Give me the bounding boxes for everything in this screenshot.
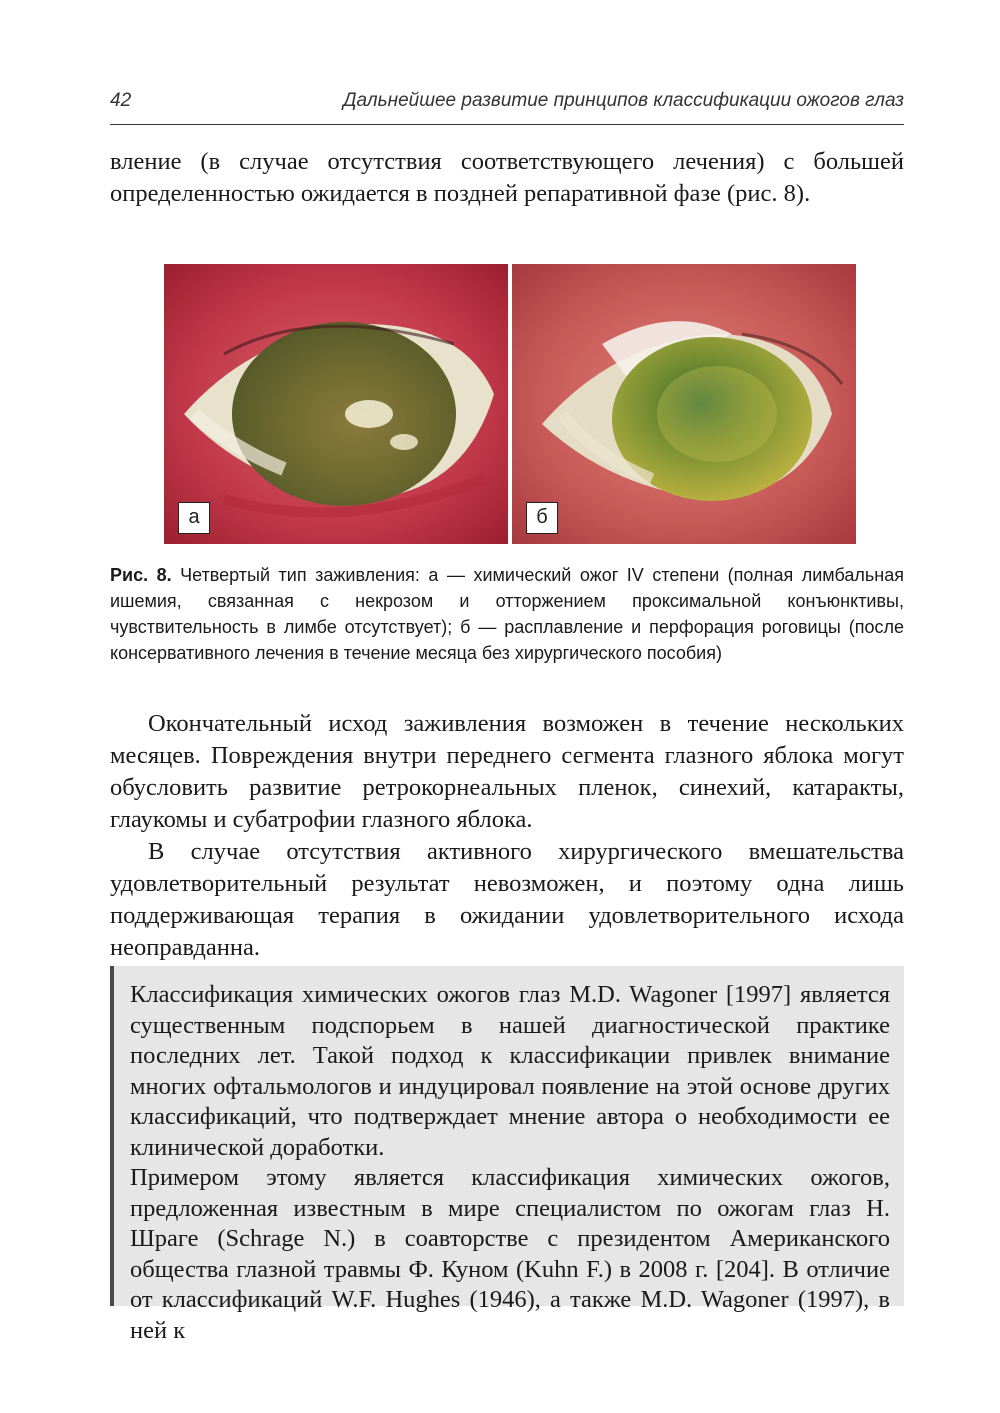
caption-text: Четвертый тип заживления: а — химический ожог IV степени (полная лимбальная ишемия, связанная с некрозом и отторжением проксимальной конъюнктивы, чувствительность в лимбе отсутствует); б — расплавление и перфорация роговицы (после консервативного лечения в течение месяца без хирургического пособия) [110, 565, 904, 663]
boxed-paragraph-2: Примером этому является классификация химических ожогов, предложенная известным в мире специалистом по ожогам глаз Н. Шраге (Schrage N.) в соавторстве с президентом Американского общества глазной травмы Ф. Куном (Kuhn F.) в 2008 г. [204]. В отличие от классификаций W.F. Hughes (1946), а также M.D. Wagoner (1997), в ней к [130, 1164, 890, 1344]
eye-burn-image-b [512, 264, 856, 544]
caption-label: Рис. 8. [110, 565, 172, 585]
page-header [110, 88, 904, 125]
panel-label-a: а [178, 502, 210, 534]
paragraph-continuation: вление (в случае отсутствия соответствующего лечения) с большей определенностью ожидается в поздней репаративной фазе (рис. 8). [110, 148, 904, 207]
paragraph-surgery: В случае отсутствия активного хирургического вмешательства удовлетворительный результат невозможен, и поэтому одна лишь поддерживающая терапия в ожидании удовлетворительного исхода неоправданна. [110, 838, 904, 961]
paragraph-healing-outcome: Окончательный исход заживления возможен в течение нескольких месяцев. Повреждения внутри переднего сегмента глазного яблока могут обусловить развитие ретрокорнеальных пленок, синехий, катаракты, глаукомы и субатрофии глазного яблока. [110, 710, 904, 833]
highlight-box [110, 966, 904, 1344]
running-title: Дальнейшее развитие принципов классификации ожогов глаз [343, 90, 904, 111]
figure-caption [110, 562, 904, 666]
page-number: 42 [110, 90, 132, 111]
panel-label-b: б [526, 502, 558, 534]
figure-8 [164, 264, 856, 544]
eye-photo-a [164, 264, 508, 544]
boxed-paragraph-1: Классификация химических ожогов глаз M.D. Wagoner [1997] является существенным подспорьем в нашей диагностической практике последних лет. Такой подход к классификации привлек внимание многих офтальмологов и индуцировал появление на этой основе других классификаций, что подтверждает мнение автора о необходимости ее клинической доработки. [130, 981, 890, 1161]
eye-burn-image-a [164, 264, 508, 544]
eye-photo-b [512, 264, 856, 544]
